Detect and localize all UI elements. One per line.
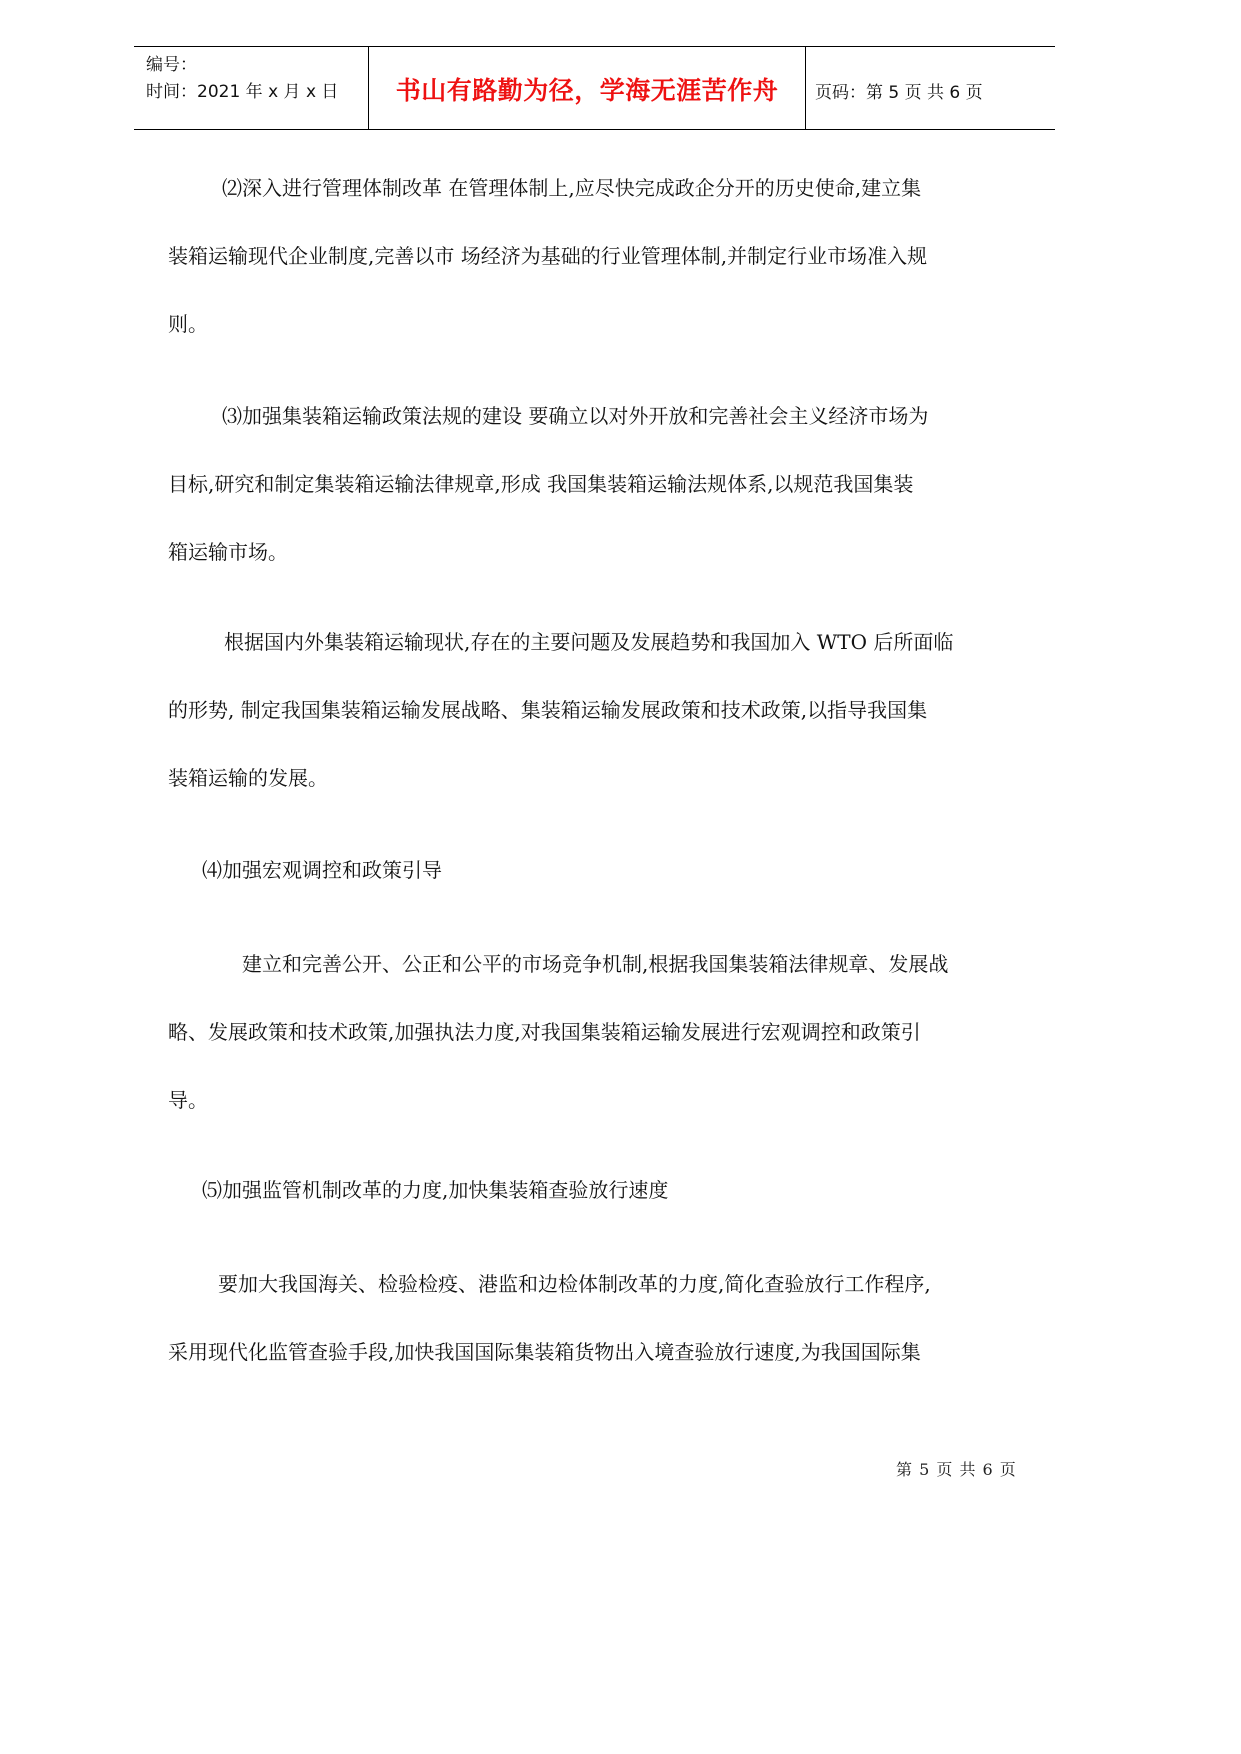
paragraph-line: ⑵深入进行管理体制改革 在管理体制上,应尽快完成政企分开的历史使命,建立集 — [222, 176, 922, 200]
paragraph-line: 略、发展政策和技术政策,加强执法力度,对我国集装箱运输发展进行宏观调控和政策引 — [168, 1020, 921, 1044]
time-label: 时间：2021 年 x 月 x 日 — [146, 82, 339, 102]
paragraph-line: 目标,研究和制定集装箱运输法律规章,形成 我国集装箱运输法规体系,以规范我国集装 — [168, 472, 914, 496]
page-footer-number: 第 5 页 共 6 页 — [896, 1460, 1017, 1479]
paragraph-line: 建立和完善公开、公正和公平的市场竞争机制,根据我国集装箱法律规章、发展战 — [242, 952, 949, 976]
paragraph-line: 的形势, 制定我国集装箱运输发展战略、集装箱运输发展政策和技术政策,以指导我国集 — [168, 698, 928, 722]
paragraph-policy-law — [168, 382, 1028, 586]
paragraph-customs-inspection — [168, 1250, 1028, 1386]
heading-macro-control — [168, 836, 1028, 904]
motto-text: 书山有路勤为径，学海无涯苦作舟 — [395, 76, 779, 105]
paragraph-line: 导。 — [168, 1088, 208, 1112]
header-page-cell — [805, 47, 1055, 129]
paragraph-line: 要加大我国海关、检验检疫、港监和边检体制改革的力度,简化查验放行工作程序, — [218, 1272, 931, 1296]
paragraph-line: ⑶加强集装箱运输政策法规的建设 要确立以对外开放和完善社会主义经济市场为 — [222, 404, 929, 428]
section-heading: ⑸加强监管机制改革的力度,加快集装箱查验放行速度 — [202, 1178, 669, 1202]
paragraph-line: 则。 — [168, 312, 208, 336]
document-header — [134, 46, 1055, 130]
header-motto-cell — [368, 47, 806, 129]
paragraph-market-mechanism — [168, 930, 1028, 1134]
paragraph-management-reform — [168, 154, 1028, 358]
paragraph-strategy — [168, 608, 1028, 812]
heading-supervision-reform — [168, 1156, 1028, 1224]
paragraph-line: 采用现代化监管查验手段,加快我国国际集装箱货物出入境查验放行速度,为我国国际集 — [168, 1340, 921, 1364]
section-heading: ⑷加强宏观调控和政策引导 — [202, 858, 442, 882]
doc-number-label: 编号： — [146, 55, 197, 75]
page-code: 页码：第 5 页 共 6 页 — [815, 83, 983, 103]
paragraph-line: 根据国内外集装箱运输现状,存在的主要问题及发展趋势和我国加入 WTO 后所面临 — [224, 630, 954, 654]
paragraph-line: 箱运输市场。 — [168, 540, 288, 564]
paragraph-line: 装箱运输的发展。 — [168, 766, 328, 790]
header-meta-cell — [134, 47, 368, 129]
paragraph-line: 装箱运输现代企业制度,完善以市 场经济为基础的行业管理体制,并制定行业市场准入规 — [168, 244, 928, 268]
